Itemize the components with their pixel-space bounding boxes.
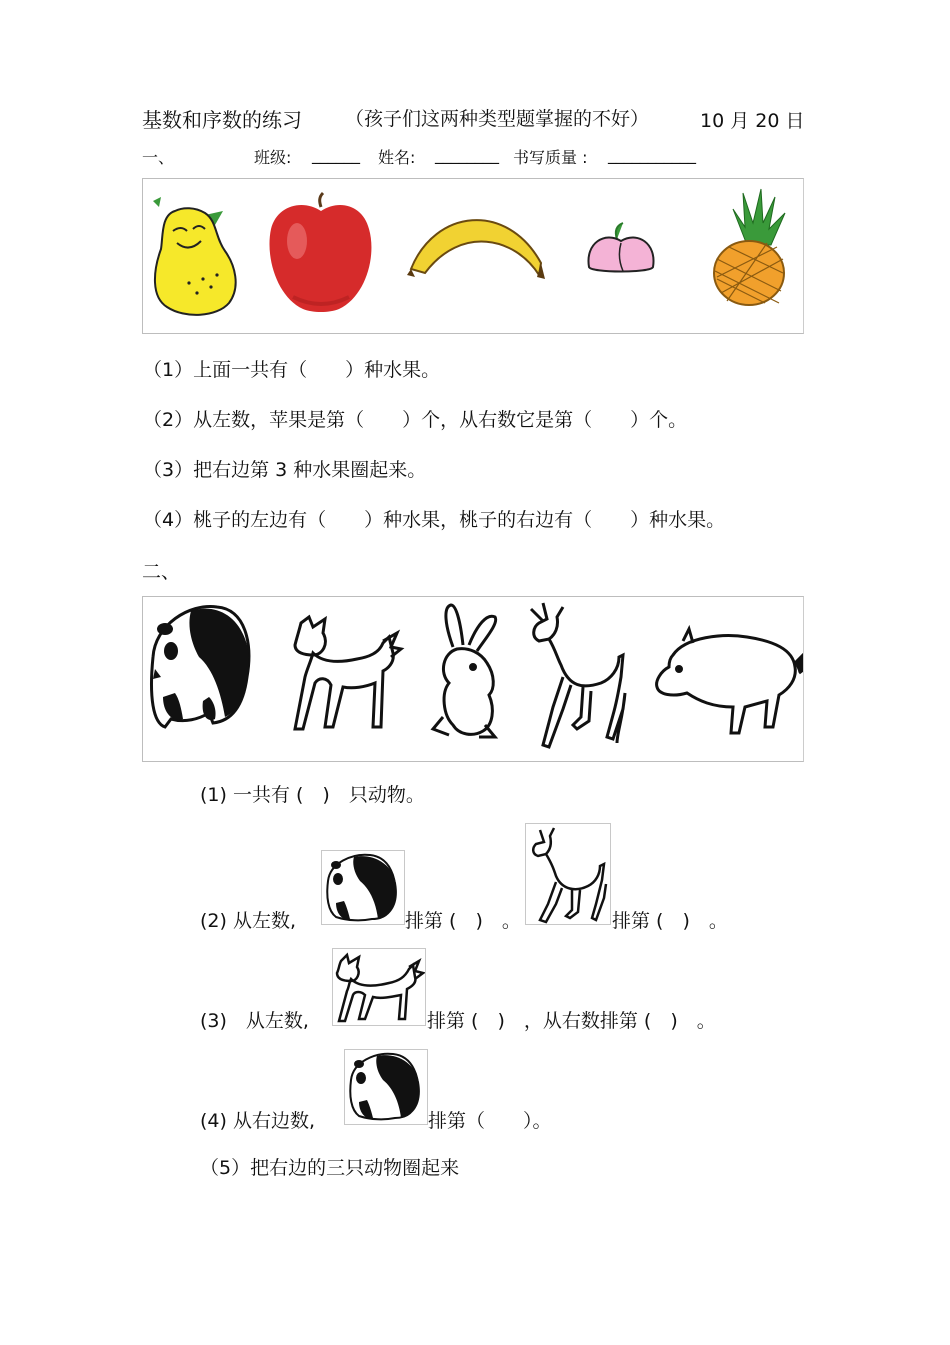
goat-icon [295,617,401,729]
pear-icon [153,197,236,315]
pig-icon [657,629,803,733]
class-label: 班级: [254,148,292,167]
panda-icon [152,607,249,727]
worksheet-title: 基数和序数的练习 [142,108,302,132]
section-two-label: 二、 [142,561,181,583]
class-blank[interactable]: ______ [312,145,360,164]
animal-question-4-end: 排第（ ）。 [428,1110,552,1132]
panda-icon [350,1054,420,1120]
name-blank[interactable]: ________ [435,145,499,164]
animal-question-3-end: 排第 ( ) ，从右数排第 ( ) 。 [427,1010,716,1032]
fruit-question-1: （1）上面一共有（ ）种水果。 [143,359,441,381]
pineapple-icon [714,189,785,305]
panda-small-image-q2 [321,850,405,925]
goat-icon [337,955,423,1021]
fruit-question-4: （4）桃子的左边有（ ）种水果，桃子的右边有（ ）种水果。 [143,509,726,531]
deer-icon [533,828,606,922]
peach-icon [588,223,653,272]
panda-small-image-q4 [344,1049,428,1125]
banana-icon [407,220,545,279]
animal-question-5: （5）把右边的三只动物圈起来 [200,1157,460,1179]
animal-question-4-prefix: (4) 从右边数, [200,1110,315,1132]
animal-question-3-prefix: (3) 从左数, [200,1010,309,1032]
apple-icon [269,193,371,312]
worksheet-date: 10 月 20 日 [700,110,805,132]
fruit-question-2: （2）从左数，苹果是第（ ）个，从右数它是第（ ）个。 [143,409,688,431]
animal-question-2-mid: 排第 ( ) 。 [405,910,521,932]
quality-label: 书写质量 : [513,148,588,167]
animal-question-1: (1) 一共有 ( ) 只动物。 [200,784,425,806]
rabbit-icon [433,605,496,737]
panda-icon [327,855,397,921]
name-label: 姓名: [378,148,416,167]
section-one-label: 一、 [142,148,175,167]
deer-small-image-q2 [525,823,611,925]
fruit-image-box [142,178,804,334]
deer-icon [531,603,625,747]
fruit-question-3: （3）把右边第 3 种水果圈起来。 [143,459,427,481]
animal-question-2-prefix: (2) 从左数, [200,910,296,932]
animal-image-box [142,596,804,762]
quality-blank[interactable]: ___________ [608,145,696,164]
worksheet-subtitle: （孩子们这两种类型题掌握的不好） [345,108,650,130]
goat-small-image-q3 [332,948,426,1026]
animal-question-2-end: 排第 ( ) 。 [612,910,728,932]
